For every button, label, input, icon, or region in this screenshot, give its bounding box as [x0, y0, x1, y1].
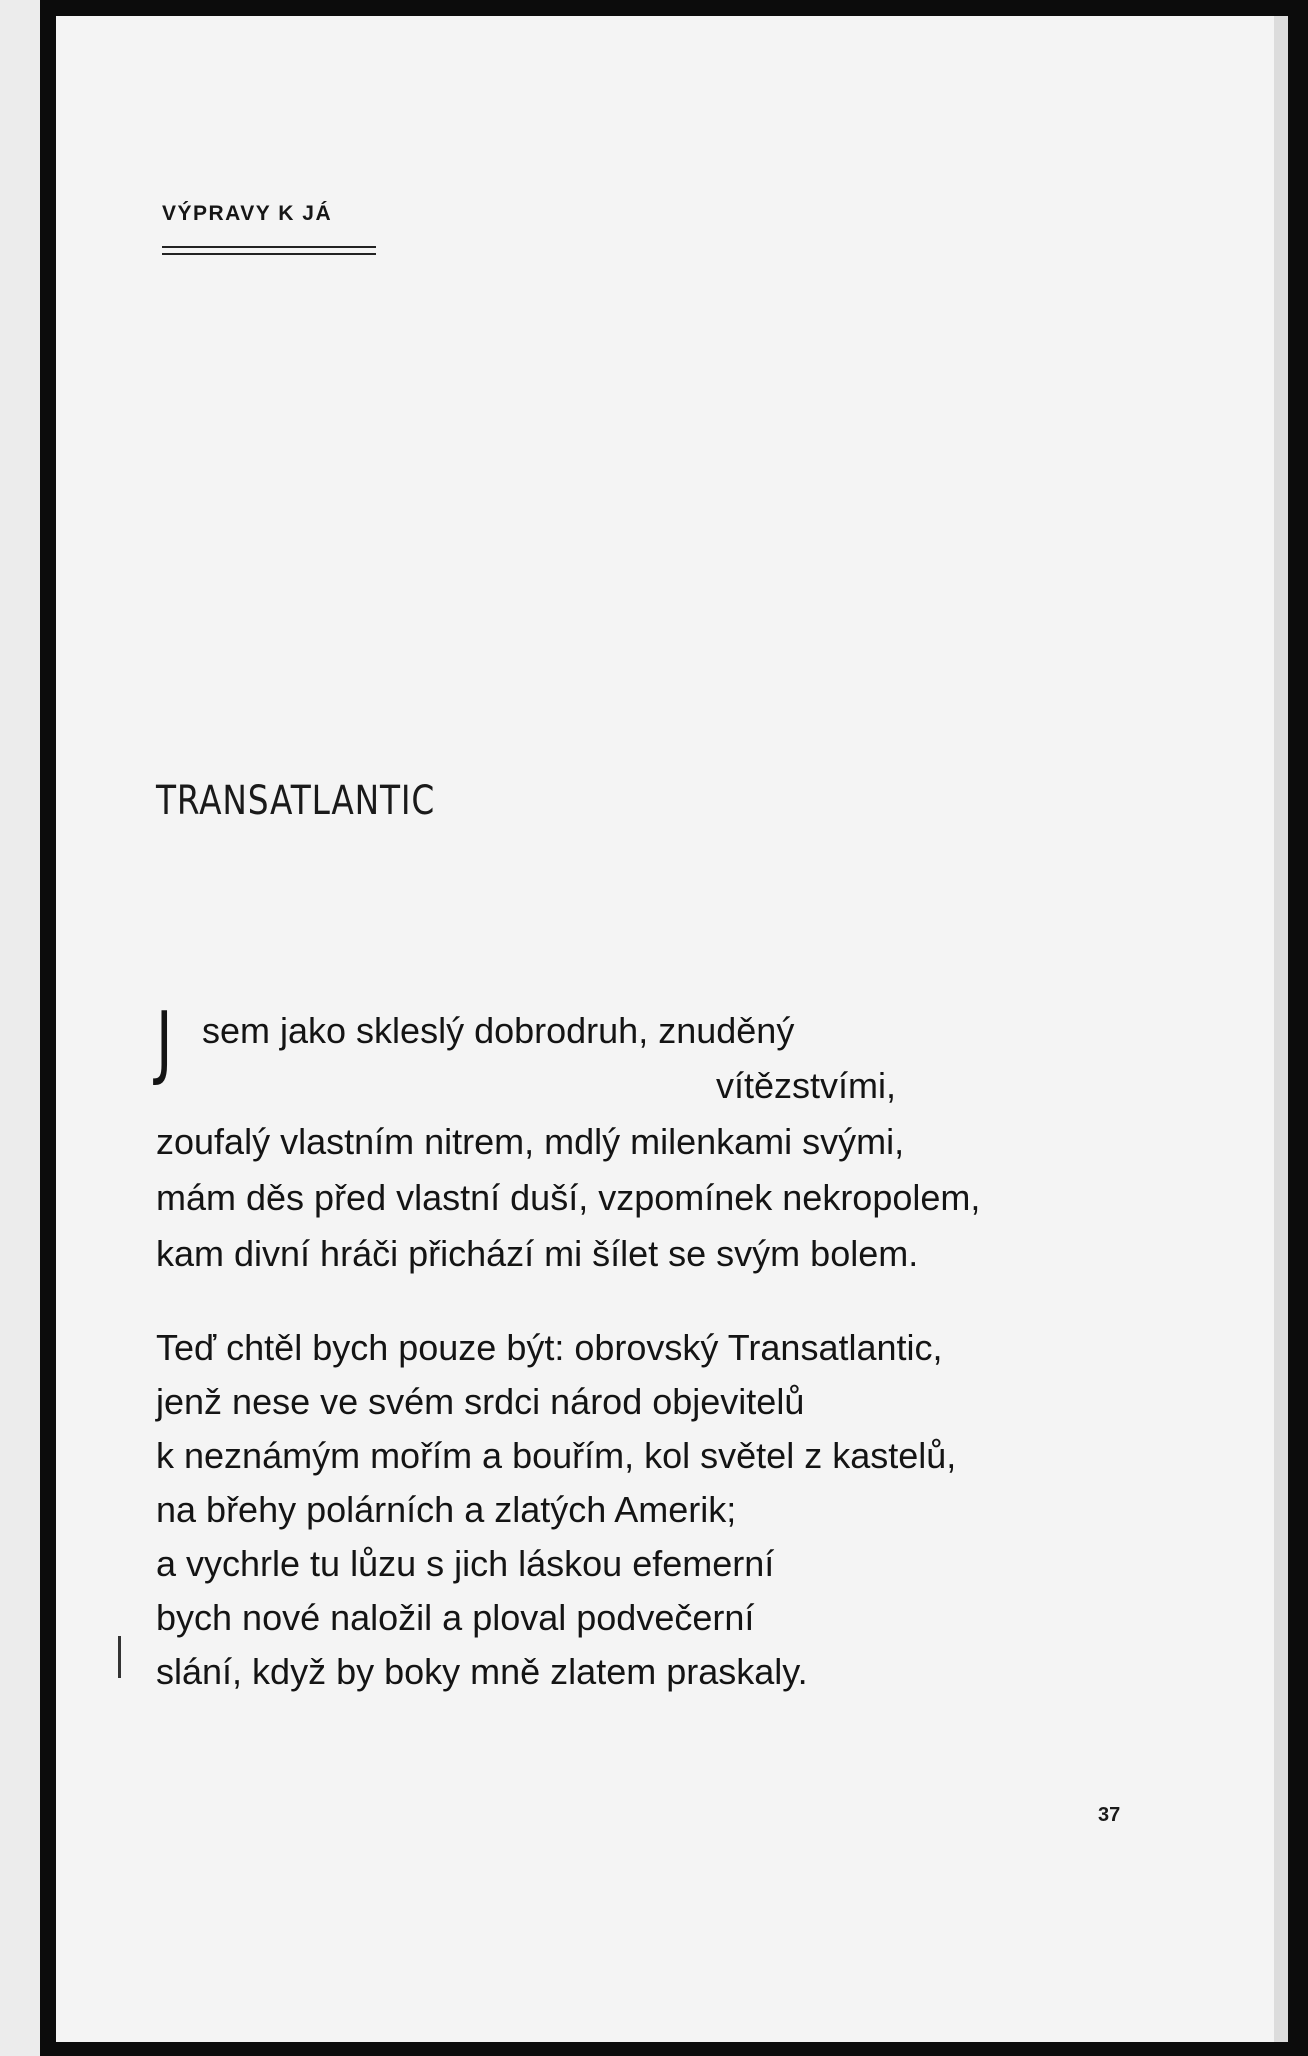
previous-page-edge	[0, 0, 40, 2056]
page-number: 37	[1098, 1804, 1121, 1826]
page-edge-shadow	[1274, 16, 1288, 2042]
header-rule	[162, 246, 376, 248]
header-rule	[162, 253, 376, 255]
poem-line: na břehy polárních a zlatých Amerik;	[156, 1489, 737, 1530]
poem-line: mám děs před vlastní duší, vzpomínek nekropolem,	[156, 1177, 981, 1218]
poem-line: vítězstvími,	[716, 1065, 897, 1106]
poem-line: a vychrle tu lůzu s jich láskou efemerní	[156, 1543, 775, 1584]
poem-line: slání, když by boky mně zlatem praskaly.	[156, 1651, 808, 1692]
drop-cap: J	[156, 995, 173, 1088]
poem-line: jenž nese ve svém srdci národ objevitelů	[156, 1381, 805, 1422]
poem-title: TRANSATLANTIC	[156, 778, 436, 824]
poem-line: Teď chtěl bych pouze být: obrovský Transatlantic,	[156, 1327, 943, 1368]
book-page	[56, 16, 1288, 2042]
poem-line: kam divní hráči přichází mi šílet se svým bolem.	[156, 1233, 919, 1274]
poem-line: zoufalý vlastním nitrem, mdlý milenkami svými,	[156, 1121, 905, 1162]
margin-mark	[118, 1636, 121, 1678]
poem-line: k neznámým mořím a bouřím, kol světel z kastelů,	[156, 1435, 957, 1476]
poem-line: bych nové naložil a ploval podvečerní	[156, 1597, 755, 1638]
poem-line: sem jako skleslý dobrodruh, znuděný	[202, 1010, 795, 1051]
running-header: VÝPRAVY K JÁ	[162, 202, 333, 225]
